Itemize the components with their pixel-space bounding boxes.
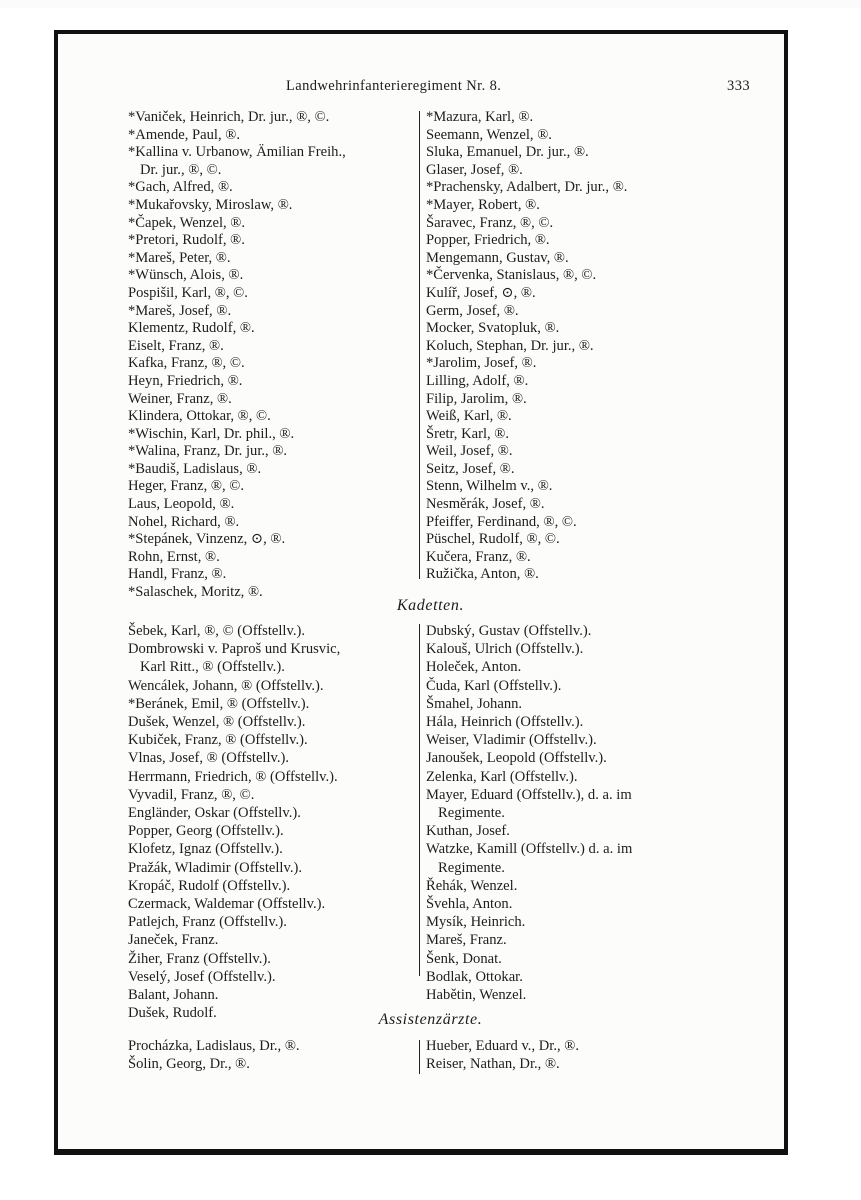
kadetten-right-column [426,622,718,1004]
roster-entry: Kropáč, Rudolf (Offstellv.). [128,877,291,894]
roster-entry: *Červenka, Stanislaus, ®, ©. [426,267,597,284]
roster-entry: Čuda, Karl (Offstellv.). [426,677,562,694]
roster-entry: Mareš, Franz. [426,932,507,949]
roster-entry [128,640,418,676]
roster-entry: Vyvadil, Franz, ®, ©. [128,786,255,803]
roster-entry: Patlejch, Franz (Offstellv.). [128,914,287,931]
roster-entry: Šmahel, Johann. [426,695,523,712]
roster-entry: *Mukařovsky, Miroslaw, ®. [128,196,293,213]
roster-entry: Řehák, Wenzel. [426,877,518,894]
assistenzarzte-left-column [128,1038,418,1073]
roster-entry: *Gach, Alfred, ®. [128,179,233,196]
roster-entry: Pfeiffer, Ferdinand, ®, ©. [426,513,577,530]
roster-entry [128,144,418,179]
roster-entry: Holeček, Anton. [426,659,522,676]
roster-entry: Czermack, Waldemar (Offstellv.). [128,896,326,913]
roster-entry: Koluch, Stephan, Dr. jur., ®. [426,337,594,354]
assistenzarzte-right-column [426,1038,718,1073]
roster-entry: Šebek, Karl, ®, © (Offstellv.). [128,623,305,639]
roster-entry: Veselý, Josef (Offstellv.). [128,968,276,985]
roster-entry: Kafka, Franz, ®, ©. [128,355,245,372]
assistenzarzte-heading: Assistenzärzte. [378,1011,483,1028]
roster-entry: Eiselt, Franz, ®. [128,337,224,354]
roster-entry: *Pretori, Rudolf, ®. [128,232,245,249]
roster-entry: *Jarolim, Josef, ®. [426,355,537,372]
roster-entry: Glaser, Josef, ®. [426,161,523,178]
roster-entry: Nohel, Richard, ®. [128,513,240,530]
roster-entry: Reiser, Nathan, Dr., ®. [426,1055,560,1072]
page-number: 333 [727,78,750,94]
roster-entry: *Stepánek, Vinzenz, ⊙, ®. [128,531,286,548]
roster-entry: Mocker, Svatopluk, ®. [426,320,560,337]
roster-entry: Balant, Johann. [128,987,219,1004]
roster-entry: Seitz, Josef, ®. [426,460,515,477]
roster-entry: Bodlak, Ottokar. [426,968,523,985]
roster-entry: Pospišil, Karl, ®, ©. [128,284,248,301]
roster-entry: Dušek, Rudolf. [128,1005,217,1022]
roster-entry: Wencálek, Johann, ® (Offstellv.). [128,677,324,694]
page-title: Landwehrinfanterieregiment Nr. 8. [286,78,502,94]
roster-entry: Nesměrák, Josef, ®. [426,496,545,513]
roster-entry: Heger, Franz, ®, ©. [128,478,245,495]
roster-entry: Pražák, Wladimir (Offstellv.). [128,859,302,876]
roster-entry: Laus, Leopold, ®. [128,496,235,513]
roster-entry: Šolin, Georg, Dr., ®. [128,1055,250,1072]
roster-entry: Weiser, Vladimir (Offstellv.). [426,732,597,749]
column-divider [419,624,420,976]
roster-entry: Rohn, Ernst, ®. [128,548,220,565]
roster-entry [426,840,718,876]
roster-entry: Šenk, Donat. [426,950,502,967]
roster-entry: *Mazura, Karl, ®. [426,109,534,125]
roster-entry: *Prachensky, Adalbert, Dr. jur., ®. [426,179,628,196]
roster-entry: Klofetz, Ignaz (Offstellv.). [128,841,283,858]
entry-line: Mayer, Eduard (Offstellv.), d. a. im [426,786,632,803]
roster-entry: Kubiček, Franz, ® (Offstellv.). [128,732,308,749]
entry-line: *Kallina v. Urbanow, Ämilian Freih., [128,144,346,161]
officer-list-right-column [426,109,718,584]
officer-list [128,109,718,601]
roster-entry: Dušek, Wenzel, ® (Offstellv.). [128,714,306,731]
roster-entry: Weil, Josef, ®. [426,443,513,460]
roster-entry: Šaravec, Franz, ®, ©. [426,214,554,231]
roster-entry: Filip, Jarolim, ®. [426,390,527,407]
roster-entry: Švehla, Anton. [426,896,513,913]
roster-entry: Sluka, Emanuel, Dr. jur., ®. [426,144,589,161]
roster-entry: Engländer, Oskar (Offstellv.). [128,805,301,822]
roster-entry: Weiner, Franz, ®. [128,390,232,407]
kadetten-heading: Kadetten. [396,597,465,614]
roster-entry [426,786,718,822]
column-divider [419,1040,420,1074]
roster-entry: Weiß, Karl, ®. [426,408,512,425]
roster-entry: Seemann, Wenzel, ®. [426,126,552,143]
running-header [100,78,750,100]
roster-entry: Germ, Josef, ®. [426,302,519,319]
roster-entry: Hála, Heinrich (Offstellv.). [426,714,584,731]
roster-entry: Heyn, Friedrich, ®. [128,372,243,389]
roster-entry: Kalouš, Ulrich (Offstellv.). [426,641,584,658]
roster-entry: Šretr, Karl, ®. [426,425,510,442]
assistenzarzte-list [128,1038,718,1078]
roster-entry: *Wischin, Karl, Dr. phil., ®. [128,425,295,442]
roster-entry: Mysík, Heinrich. [426,914,526,931]
roster-entry: Kučera, Franz, ®. [426,548,531,565]
entry-continuation: Regimente. [438,859,505,876]
roster-entry: Žiher, Franz (Offstellv.). [128,950,271,967]
roster-entry: *Baudiš, Ladislaus, ®. [128,460,262,477]
roster-entry: Herrmann, Friedrich, ® (Offstellv.). [128,768,338,785]
roster-entry: Stenn, Wilhelm v., ®. [426,478,553,495]
roster-entry: Mengemann, Gustav, ®. [426,249,569,266]
roster-entry: Dubský, Gustav (Offstellv.). [426,623,592,639]
roster-entry: Popper, Georg (Offstellv.). [128,823,284,840]
column-divider [419,111,420,579]
roster-entry: *Mareš, Peter, ®. [128,249,231,266]
roster-entry: *Salaschek, Moritz, ®. [128,584,263,601]
entry-continuation: Regimente. [438,805,505,822]
entry-line: Watzke, Kamill (Offstellv.) d. a. im [426,841,633,858]
roster-entry: Janoušek, Leopold (Offstellv.). [426,750,607,767]
scan-margin [0,0,861,8]
roster-entry: *Vaniček, Heinrich, Dr. jur., ®, ©. [128,109,330,125]
roster-entry: Popper, Friedrich, ®. [426,232,550,249]
roster-entry: Kulíř, Josef, ⊙, ®. [426,284,536,301]
entry-continuation: Dr. jur., ®, ©. [140,161,222,178]
roster-entry: Püschel, Rudolf, ®, ©. [426,531,560,548]
roster-entry: Ružička, Anton, ®. [426,566,539,583]
roster-entry: Lilling, Adolf, ®. [426,372,529,389]
roster-entry: *Beránek, Emil, ® (Offstellv.). [128,695,310,712]
officer-list-left-column [128,109,418,602]
roster-entry: Klementz, Rudolf, ®. [128,320,255,337]
roster-entry: Vlnas, Josef, ® (Offstellv.). [128,750,290,767]
roster-entry: Kuthan, Josef. [426,823,510,840]
roster-entry: *Walina, Franz, Dr. jur., ®. [128,443,288,460]
roster-entry: Handl, Franz, ®. [128,566,227,583]
entry-continuation: Karl Ritt., ® (Offstellv.). [140,659,285,676]
roster-entry: Janeček, Franz. [128,932,219,949]
roster-entry: *Wünsch, Alois, ®. [128,267,244,284]
roster-entry: Habětin, Wenzel. [426,987,527,1004]
roster-entry: *Amende, Paul, ®. [128,126,241,143]
roster-entry: *Čapek, Wenzel, ®. [128,214,246,231]
entry-line: Dombrowski v. Paproš und Krusvic, [128,641,341,658]
kadetten-left-column [128,622,418,1022]
roster-entry: Zelenka, Karl (Offstellv.). [426,768,578,785]
roster-entry: Klindera, Ottokar, ®, ©. [128,408,271,425]
roster-entry: *Mareš, Josef, ®. [128,302,232,319]
roster-entry: *Mayer, Robert, ®. [426,196,540,213]
roster-entry: Hueber, Eduard v., Dr., ®. [426,1038,580,1054]
roster-entry: Procházka, Ladislaus, Dr., ®. [128,1038,300,1054]
